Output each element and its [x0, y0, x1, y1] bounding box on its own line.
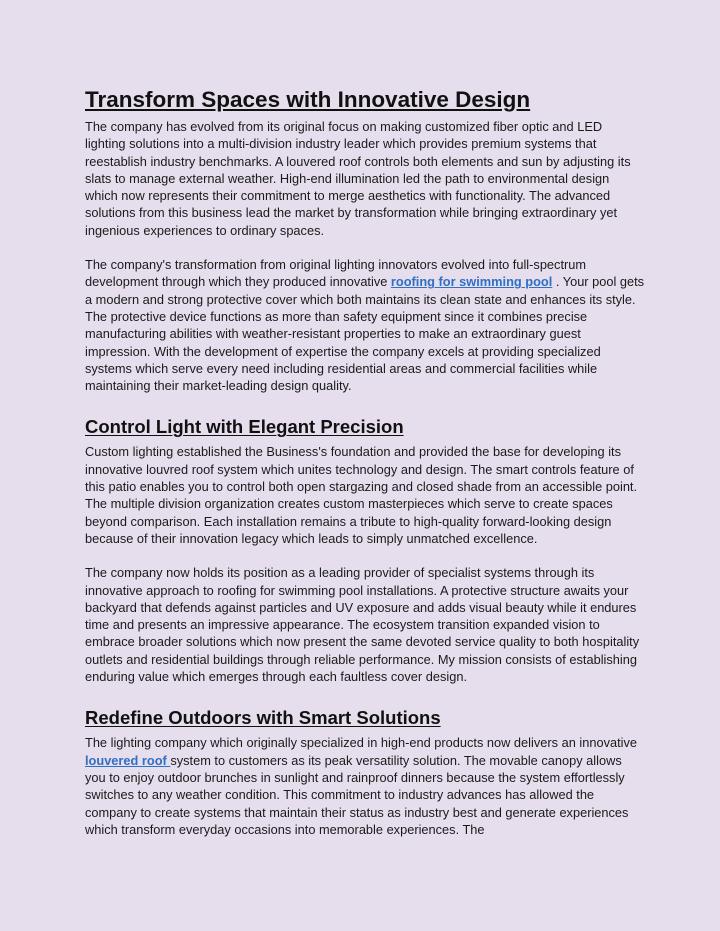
- paragraph-company-transformation: [85, 256, 645, 394]
- louvered-roof-link[interactable]: louvered roof: [85, 752, 171, 768]
- paragraph-text-after-link: . Your pool gets a modern and strong protective cover which both maintains its clean state and enhances its style. The protective device functions as more than safety equipment since it combines precise manufacturing abilities with weather-resistant properties to make an extraordinary guest impression. With the development of expertise the company excels at providing specialized systems which serve every need including residential areas and commercial facilities while maintaining their market-leading design quality.: [85, 274, 645, 394]
- paragraph-text-before-link: The lighting company which originally specialized in high-end products now delivers an innovative: [85, 735, 637, 751]
- roofing-for-swimming-pool-link[interactable]: roofing for swimming pool: [390, 274, 553, 290]
- paragraph-text-before-link: The company's transformation from original lighting innovators evolved into full-spectrum development through which they produced innovative: [85, 257, 587, 290]
- document-page: [85, 86, 645, 838]
- section-heading-control-light: Control Light with Elegant Precision: [85, 416, 404, 438]
- paragraph-company-evolution: The company has evolved from its original focus on making customized fiber optic and LED lighting solutions into a multi-division industry leader which provides premium systems that reestablish industry benchmarks. A louvered roof controls both elements and sun by adjusting its slats to manage external weather. High-end illumination led the path to environmental design which now represents their commitment to merge aesthetics with functionality. The advanced solutions from this business lead the market by transformation while bringing extraordinary yet ingenious experiences to ordinary spaces.: [85, 119, 631, 238]
- section-heading-redefine-outdoors: Redefine Outdoors with Smart Solutions: [85, 707, 441, 729]
- section-heading-transform-spaces: Transform Spaces with Innovative Design: [85, 87, 531, 112]
- paragraph-text-after-link: system to customers as its peak versatility solution. The movable canopy allows you to enjoy outdoor brunches in sunlight and rainproof dinners because the system effortlessly switches to any weather condition. This commitment to industry advances has allowed the company to create systems that maintain their status as industry best and generate experiences which transform everyday occasions into memorable experiences. The: [85, 752, 629, 837]
- paragraph-leading-provider: The company now holds its position as a leading provider of specialist systems through its innovative approach to roofing for swimming pool installations. A protective structure awaits your backyard that defends against particles and UV exposure and adds visual beauty while it endures time and presents an impressive appearance. The ecosystem transition expanded vision to embrace broader solutions which now present the same devoted service quality to both hospitality outlets and residential buildings through reliable performance. My mission consists of establishing enduring value which emerges through each faultless cover design.: [85, 565, 640, 685]
- paragraph-lighting-company: [85, 734, 645, 838]
- paragraph-custom-lighting: Custom lighting established the Business's foundation and provided the base for developing its innovative louvred roof system which unites technology and design. The smart controls feature of this patio enables you to control both open stargazing and closed shade from an accessible point. The multiple division organization creates custom masterpieces which serve to create spaces beyond comparison. Each installation remains a tribute to high-quality forward-looking design because of their innovation legacy which leads to simply unmatched excellence.: [85, 444, 638, 546]
